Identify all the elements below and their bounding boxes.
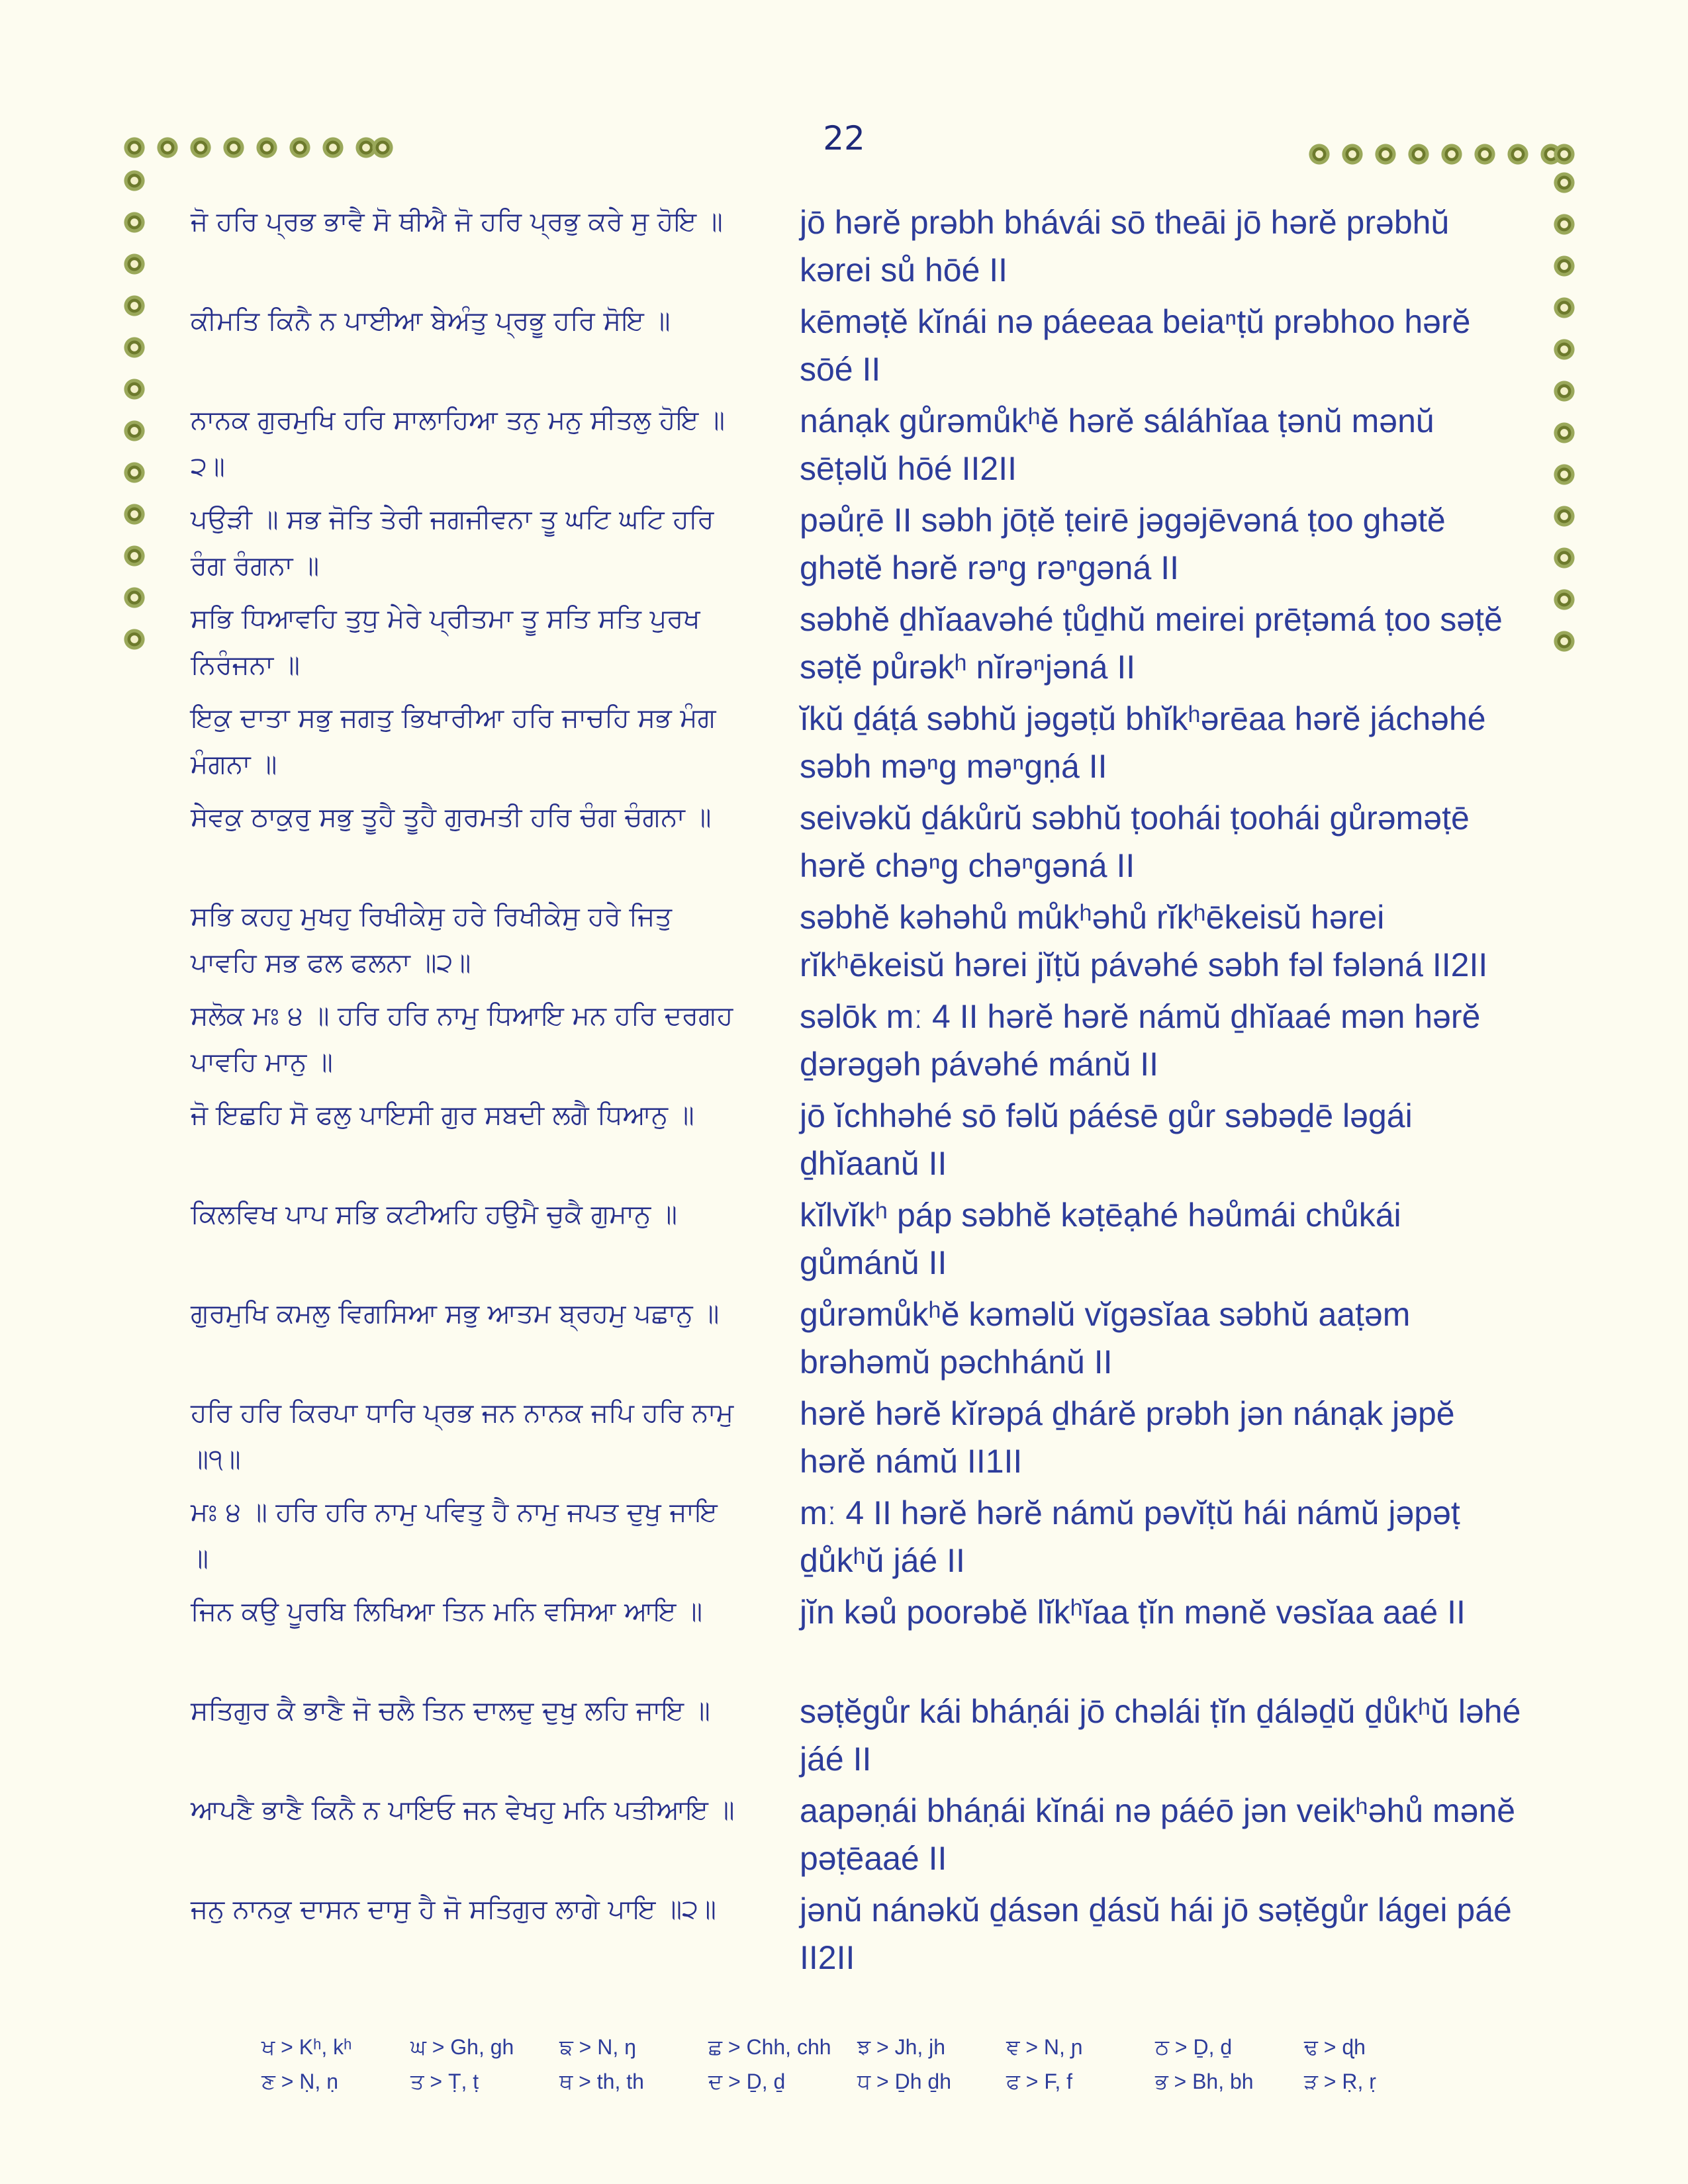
flower-icon (122, 544, 146, 568)
gurmukhi-text: ਸੇਵਕੁ ਠਾਕੁਰੁ ਸਭੁ ਤੂਹੈ ਤੂਹੈ ਗੁਰਮਤੀ ਹਰਿ ਚੰਗ ਚੰਗਨਾ ॥ (191, 802, 712, 833)
verse-row (191, 199, 1528, 298)
transliteration-text: jĭn kəů poorəbĕ lĭkʰĭaa ṭĭn mənĕ vəsĭaa aaé II (800, 1594, 1466, 1631)
verse-row (191, 794, 1528, 893)
transliteration-text: gůrəmůkʰĕ kəməlŭ vĭgəsĭaa səbhŭ aaṭəm brəhəmŭ pəchhánŭ II (800, 1296, 1411, 1381)
gurmukhi-text: ਕੀਮਤਿ ਕਿਨੈ ਨ ਪਾਈਆ ਬੇਅੰਤੁ ਪ੍ਰਭੂ ਹਰਿ ਸੋਇ ॥ (191, 306, 671, 336)
flower-icon (122, 336, 146, 359)
flower-icon (1552, 171, 1576, 195)
key-item: ਝ > Jh, jh (857, 2035, 946, 2059)
key-item: ੜ > Ṛ, ṛ (1304, 2070, 1376, 2093)
key-item: ਢ > ɖh (1304, 2035, 1366, 2059)
gurmukhi-text: ਜਿਨ ਕਉ ਪੂਰਬਿ ਲਿਖਿਆ ਤਿਨ ਮਨਿ ਵਸਿਆ ਆਇ ॥ (191, 1596, 703, 1627)
verse-row (191, 993, 1528, 1092)
flower-icon (1473, 142, 1497, 166)
verse-row (191, 1489, 1528, 1588)
flower-icon (122, 210, 146, 234)
flower-icon (1552, 629, 1576, 653)
transliteration-text: jənŭ nánəkŭ ḏásən ḏásŭ hái jō səṭĕgůr lágei páé II2II (800, 1891, 1512, 1976)
flower-icon (1552, 463, 1576, 486)
verse-row (191, 695, 1528, 794)
flower-icon (321, 136, 345, 159)
gurmukhi-text: ਇਕੁ ਦਾਤਾ ਸਭੁ ਜਗਤੁ ਭਿਖਾਰੀਆ ਹਰਿ ਜਾਚਹਿ ਸਭ ਮੰਗ ਮੰਗਨਾ ॥ (191, 703, 716, 780)
transliteration-text: səbhĕ kəhəhů můkʰəhů rĭkʰēkeisŭ hərei rĭkʰēkeisŭ hərei jĭṭŭ pávəhé səbh fəl fələná II2II (800, 899, 1488, 983)
gurmukhi-text: ਜੋ ਹਰਿ ਪ੍ਰਭ ਭਾਵੈ ਸੋ ਥੀਐ ਜੋ ਹਰਿ ਪ੍ਰਭੁ ਕਰੇ ਸੁ ਹੋਇ ॥ (191, 206, 723, 237)
flower-icon (222, 136, 246, 159)
transliteration-text: kēməṭĕ kĭnái nə páeeaa beiaⁿṭŭ prəbhoo hərĕ sōé II (800, 303, 1471, 388)
flower-icon (122, 377, 146, 401)
flower-icon (122, 294, 146, 318)
verse-row (191, 1191, 1528, 1291)
flower-icon (1374, 142, 1397, 166)
key-row (261, 2070, 1453, 2104)
gurmukhi-text: ਜੋ ਇਛਹਿ ਸੋ ਫਲੁ ਪਾਇਸੀ ਗੁਰ ਸਬਦੀ ਲਗੈ ਧਿਆਨੁ ॥ (191, 1100, 694, 1130)
flower-icon (255, 136, 279, 159)
verse-row (191, 1886, 1528, 1985)
flower-icon (189, 136, 212, 159)
flower-icon (122, 252, 146, 276)
verse-row (191, 1390, 1528, 1489)
gurmukhi-text: ਪਉੜੀ ॥ ਸਭ ਜੋਤਿ ਤੇਰੀ ਜਗਜੀਵਨਾ ਤੂ ਘਟਿ ਘਟਿ ਹਰਿ ਰੰਗ ਰੰਗਨਾ ॥ (191, 504, 714, 581)
flower-icon (1552, 546, 1576, 570)
gurmukhi-text: ਗੁਰਮੁਖਿ ਕਮਲੁ ਵਿਗਸਿਆ ਸਭੁ ਆਤਮ ਬ੍ਰਹਮੁ ਪਛਾਨੁ ॥ (191, 1298, 720, 1329)
key-item: ਞ > N, ɲ (1006, 2035, 1083, 2059)
transliteration-text: jō ĭchhəhé sō fəlŭ páésē gůr səbəḏē ləgái ḏhĭaanŭ II (800, 1097, 1413, 1182)
key-item: ਘ > Gh, gh (410, 2035, 514, 2059)
flower-icon (1506, 142, 1530, 166)
flower-icon (1307, 142, 1331, 166)
flower-icon (1440, 142, 1464, 166)
gurmukhi-text: ਮਃ ੪ ॥ ਹਰਿ ਹਰਿ ਨਾਮੁ ਪਵਿਤੁ ਹੈ ਨਾਮੁ ਜਪਤ ਦੁਖੁ ਜਾਇ ॥ (191, 1497, 718, 1574)
verse-row (191, 298, 1528, 397)
transliteration-text: səṭĕgůr kái bháṇái jō chəlái ṭĭn ḏáləḏŭ ḏůkʰŭ ləhé jáé II (800, 1693, 1521, 1778)
gurmukhi-text: ਸਭਿ ਧਿਆਵਹਿ ਤੁਧੁ ਮੇਰੇ ਪ੍ਰੀਤਮਾ ਤੂ ਸਤਿ ਸਤਿ ਪੁਰਖ ਨਿਰੰਜਨਾ ॥ (191, 604, 700, 680)
flower-icon (1552, 296, 1576, 320)
verse-row (191, 1588, 1528, 1688)
transliteration-text: pəůṛē II səbh jōṭĕ ṭeirē jəgəjēvəná ṭoo ghətĕ ghətĕ hərĕ rəⁿg rəⁿgəná II (800, 502, 1446, 586)
transliteration-text: mː 4 II hərĕ hərĕ námŭ pəvĭṭŭ hái námŭ jəpəṭ ḏůkʰŭ jáé II (800, 1494, 1460, 1579)
key-item: ਥ > th, th (559, 2070, 644, 2093)
verse-row (191, 1787, 1528, 1886)
key-row (261, 2035, 1453, 2070)
transliteration-text: səlōk mː 4 II hərĕ hərĕ námŭ ḏhĭaaé mən hərĕ ḏərəgəh pávəhé mánŭ II (800, 998, 1481, 1083)
transliteration-text: hərĕ hərĕ kĭrəpá ḏhárĕ prəbh jən nánạk jəpĕ hərĕ námŭ II1II (800, 1395, 1455, 1480)
key-item: ਧ > Ḏh ḏh (857, 2070, 952, 2093)
transliteration-text: ĭkŭ ḏáṭá səbhŭ jəgəṭŭ bhĭkʰərēaa hərĕ jáchəhé səbh məⁿg məⁿgṇá II (800, 700, 1486, 785)
gurmukhi-text: ਸਲੋਕ ਮਃ ੪ ॥ ਹਰਿ ਹਰਿ ਨਾਮੁ ਧਿਆਇ ਮਨ ਹਰਿ ਦਰਗਹ ਪਾਵਹਿ ਮਾਨੁ ॥ (191, 1001, 733, 1077)
flower-icon (156, 136, 179, 159)
flower-icon (1552, 379, 1576, 403)
key-item: ਤ > Ṭ, ṭ (410, 2070, 479, 2093)
verse-row (191, 893, 1528, 993)
flower-icon (1552, 504, 1576, 528)
verse-row (191, 1291, 1528, 1390)
gurmukhi-text: ਸਭਿ ਕਹਹੁ ਮੁਖਹੁ ਰਿਖੀਕੇਸੁ ਹਰੇ ਰਿਖੀਕੇਸੁ ਹਰੇ ਜਿਤੁ ਪਾਵਹਿ ਸਭ ਫਲ ਫਲਨਾ ॥੨॥ (191, 901, 673, 978)
gurmukhi-text: ਕਿਲਵਿਖ ਪਾਪ ਸਭਿ ਕਟੀਅਹਿ ਹਉਮੈ ਚੁਕੈ ਗੁਮਾਨੁ ॥ (191, 1199, 677, 1230)
flower-icon (1407, 142, 1430, 166)
gurmukhi-text: ਨਾਨਕ ਗੁਰਮੁਖਿ ਹਰਿ ਸਾਲਾਹਿਆ ਤਨੁ ਮਨੁ ਸੀਤਲੁ ਹੋਇ ॥੨॥ (191, 405, 725, 482)
gurmukhi-text: ਸਤਿਗੁਰ ਕੈ ਭਾਣੈ ਜੋ ਚਲੈ ਤਿਨ ਦਾਲਦੁ ਦੁਖੁ ਲਹਿ ਜਾਇ ॥ (191, 1696, 710, 1726)
transliteration-text: jō hərĕ prəbh bhávái sō theāi jō hərĕ prəbhŭ kərei sů hōé II (800, 204, 1450, 289)
verse-row (191, 496, 1528, 596)
key-item: ਦ > Ḏ, ḏ (708, 2070, 786, 2093)
verse-row (191, 596, 1528, 695)
flower-icon (122, 461, 146, 484)
verse-row (191, 1688, 1528, 1787)
key-item: ਛ > Chh, chh (708, 2035, 831, 2059)
key-item: ਙ > N, ŋ (559, 2035, 636, 2059)
flower-icon (122, 627, 146, 651)
flower-icon (1340, 142, 1364, 166)
transliteration-key (261, 2035, 1453, 2104)
flower-icon (122, 586, 146, 610)
key-item: ਣ > Ṇ, ṇ (261, 2070, 338, 2093)
transliteration-text: səbhĕ ḏhĭaavəhé ṭůḏhŭ meirei prēṭəmá ṭoo səṭĕ səṭĕ půrəkʰ nĭrəⁿjəná II (800, 601, 1503, 686)
flower-icon (122, 502, 146, 526)
flower-icon (1552, 588, 1576, 612)
verse-row (191, 1092, 1528, 1191)
gurmukhi-text: ਆਪਣੈ ਭਾਣੈ ਕਿਨੈ ਨ ਪਾਇਓ ਜਨ ਵੇਖਹੁ ਮਨਿ ਪਤੀਆਇ ॥ (191, 1795, 735, 1825)
flower-icon (288, 136, 312, 159)
flower-icon (1552, 338, 1576, 361)
verse-list (191, 199, 1528, 1985)
flower-icon (1552, 254, 1576, 278)
flower-icon (122, 169, 146, 193)
flower-icon (1552, 421, 1576, 445)
flower-icon (122, 419, 146, 443)
transliteration-text: aapəṇái bháṇái kĭnái nə páéō jən veikʰəhů mənĕ pəṭēaaé II (800, 1792, 1516, 1877)
flower-icon (1552, 212, 1576, 236)
key-item: ਖ > Kʰ, kʰ (261, 2035, 352, 2059)
key-item: ਭ > Bh, bh (1155, 2070, 1254, 2093)
flower-icon (122, 136, 146, 159)
key-item: ਫ > F, f (1006, 2070, 1073, 2093)
flower-icon (1552, 142, 1576, 166)
verse-row (191, 397, 1528, 496)
gurmukhi-text: ਜਨੁ ਨਾਨਕੁ ਦਾਸਨ ਦਾਸੁ ਹੈ ਜੋ ਸਤਿਗੁਰ ਲਾਗੇ ਪਾਇ ॥੨॥ (191, 1894, 716, 1925)
flower-icon (371, 136, 395, 159)
key-item: ਠ > Ḏ, ḏ (1155, 2035, 1233, 2059)
transliteration-text: seivəkŭ ḏákůrŭ səbhŭ ṭoohái ṭoohái gůrəməṭē hərĕ chəⁿg chəⁿgəná II (800, 799, 1470, 884)
page-number: 22 (823, 119, 865, 158)
gurmukhi-text: ਹਰਿ ਹਰਿ ਕਿਰਪਾ ਧਾਰਿ ਪ੍ਰਭ ਜਨ ਨਾਨਕ ਜਪਿ ਹਰਿ ਨਾਮੁ ॥੧॥ (191, 1398, 734, 1475)
transliteration-text: kĭlvĭkʰ páp səbhĕ kəṭēạhé həůmái chůkái gůmánŭ II (800, 1197, 1401, 1281)
transliteration-text: nánạk gůrəmůkʰĕ hərĕ sáláhĭaa ṭənŭ mənŭ sēṭəlŭ hōé II2II (800, 402, 1434, 487)
